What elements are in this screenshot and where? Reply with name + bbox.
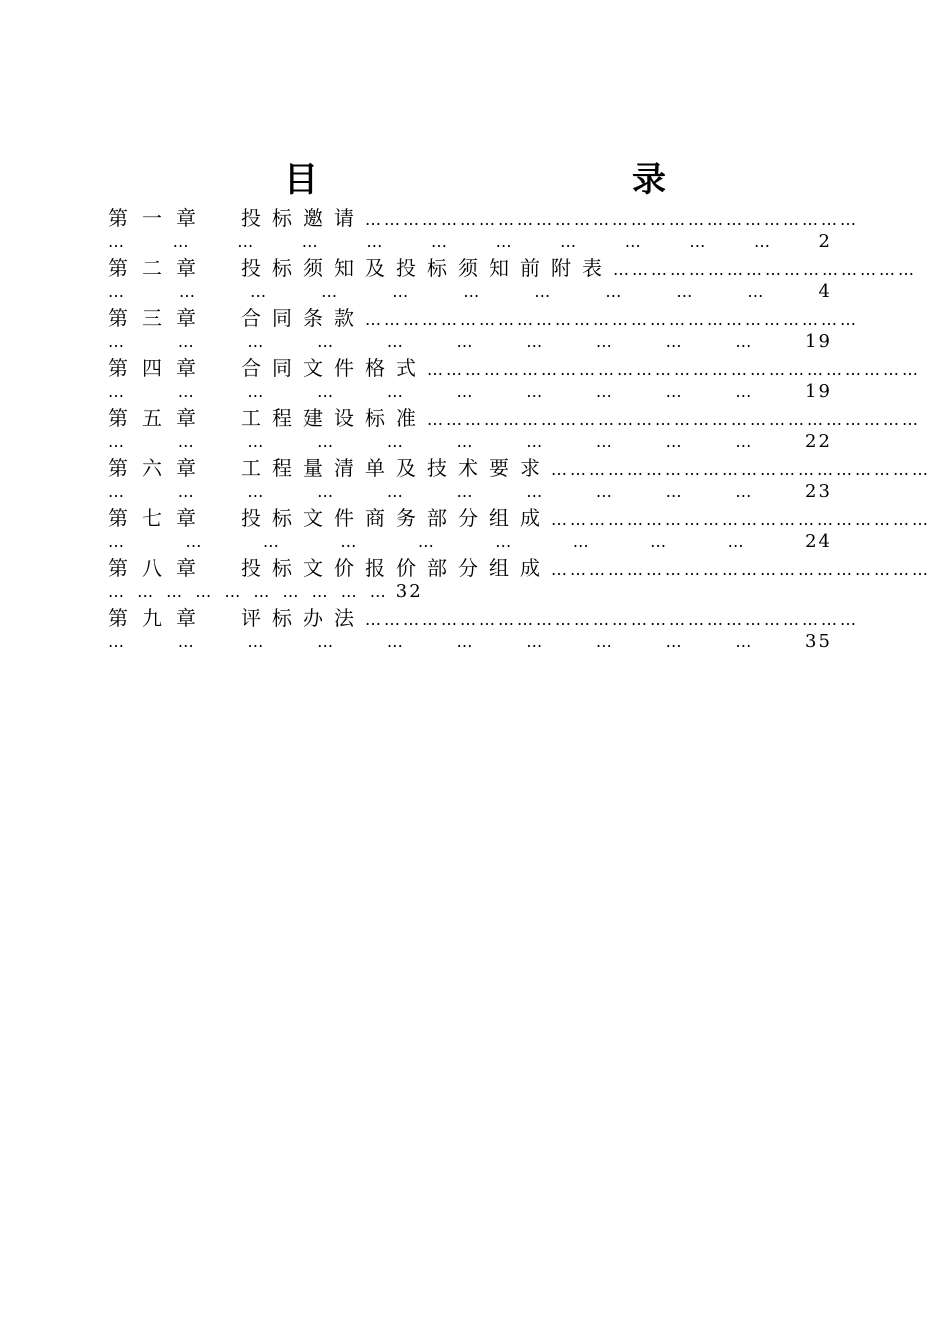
- toc-title: 投标文件商务部分组成: [241, 506, 551, 530]
- leader-dots: …: [108, 482, 124, 501]
- leader-dots: ……………………………………………………………………: [427, 360, 921, 379]
- toc-page-number: 4: [818, 281, 832, 302]
- toc-title: 工程量清单及技术要求: [241, 456, 551, 480]
- leader-dots: ……………………………………………………: [551, 510, 931, 529]
- toc-page-number: 19: [805, 331, 832, 352]
- leader-dots: ……………………………………………………………………: [365, 210, 859, 229]
- toc-entry-2: 第二章 投标须知及投标须知前附表 ………………………………………… … … … … … … … … … … 4: [108, 256, 917, 302]
- toc-title: 投标须知及投标须知前附表: [241, 256, 613, 280]
- leader-dots: …: [108, 232, 124, 251]
- toc-chapter: 第二章: [108, 256, 210, 280]
- toc-entry-6: 第六章 工程量清单及技术要求 …………………………………………………… … … … … … … … … … … 23: [108, 456, 931, 502]
- toc-entry-4: 第四章 合同文件格式 …………………………………………………………………… … … … … … … … … … … 19: [108, 356, 921, 402]
- leader-dots: …: [108, 332, 124, 351]
- leader-dots: ……………………………………………………………………: [365, 310, 859, 329]
- page-title: 目 录: [284, 160, 806, 200]
- leader-dots: …: [108, 632, 124, 651]
- toc-page-number: 35: [805, 631, 832, 652]
- leader-dots: …: [108, 432, 124, 451]
- leader-dots: …: [108, 382, 124, 401]
- toc-page-number: 24: [805, 531, 832, 552]
- leader-dots: …: [108, 282, 124, 301]
- toc-title: 投标邀请: [241, 206, 365, 230]
- leader-dots: …: [108, 532, 124, 551]
- toc-page-number: 22: [805, 431, 832, 452]
- toc-chapter: 第一章: [108, 206, 210, 230]
- toc-chapter: 第七章: [108, 506, 210, 530]
- toc-entry-7: 第七章 投标文件商务部分组成 …………………………………………………… … … … … … … … … … 24: [108, 506, 931, 552]
- toc-page-number: 2: [818, 231, 832, 252]
- toc-page-number: 19: [805, 381, 832, 402]
- toc-entry-9: 第九章 评标办法 …………………………………………………………………… … … … … … … … … … … 35: [108, 606, 859, 652]
- leader-dots: ……………………………………………………: [551, 560, 931, 579]
- toc-entry-5: 第五章 工程建设标准 …………………………………………………………………… … … … … … … … … … … 22: [108, 406, 921, 452]
- toc-title: 合同条款: [241, 306, 365, 330]
- toc-chapter: 第九章: [108, 606, 210, 630]
- toc-entry-8: [108, 554, 931, 604]
- toc-chapter: 第四章: [108, 356, 210, 380]
- leader-dots: ……………………………………………………………………: [365, 610, 859, 629]
- toc-chapter: 第八章: [108, 556, 210, 580]
- toc-entry-3: 第三章 合同条款 …………………………………………………………………… … … … … … … … … … … 19: [108, 306, 859, 352]
- leader-dots: ……………………………………………………………………: [427, 410, 921, 429]
- toc-page-number: 23: [805, 481, 832, 502]
- toc-chapter: 第六章: [108, 456, 210, 480]
- toc-chapter: 第三章: [108, 306, 210, 330]
- toc-entry-1: 第一章 投标邀请 …………………………………………………………………… … … … … … … … … … … … 2: [108, 206, 859, 252]
- toc-title: 投标文价报价部分组成: [241, 556, 551, 580]
- leader-dots: ……………………………………………………: [551, 460, 931, 479]
- leader-dots: …………………………………………: [613, 260, 917, 279]
- leader-dots: … … … … … … … … … …: [108, 582, 390, 601]
- toc-chapter: 第五章: [108, 406, 210, 430]
- table-of-contents: [108, 204, 931, 654]
- toc-title: 合同文件格式: [241, 356, 427, 380]
- toc-title: 评标办法: [241, 606, 365, 630]
- toc-page-number: 32: [395, 581, 423, 602]
- toc-title: 工程建设标准: [241, 406, 427, 430]
